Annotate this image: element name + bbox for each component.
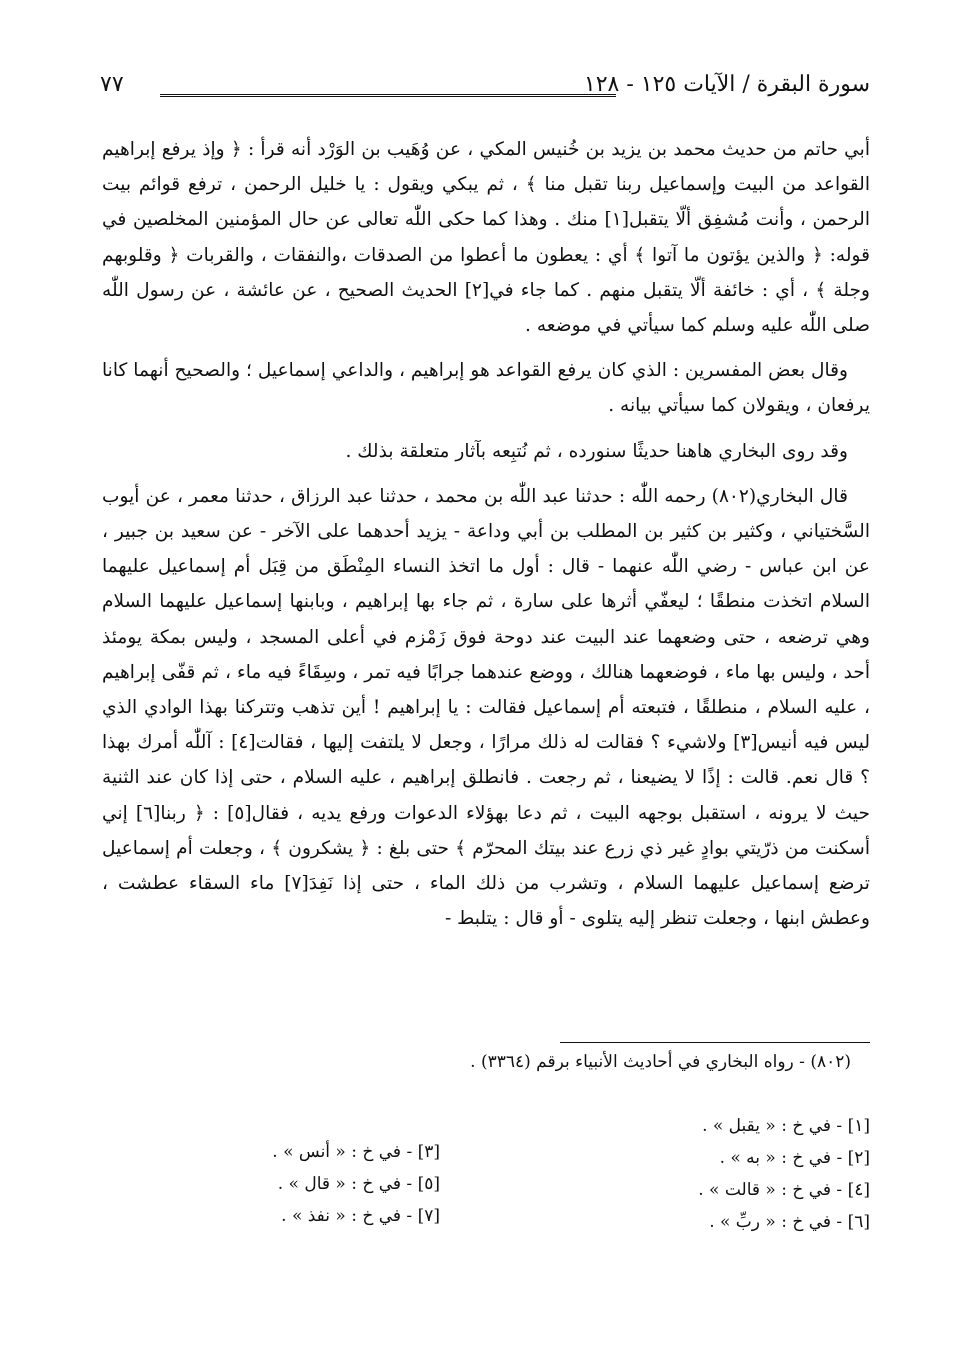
main-text <box>102 132 870 946</box>
page-header <box>100 72 870 112</box>
variant-notes <box>150 1110 870 1250</box>
variant-notes-right-column <box>698 1110 870 1238</box>
page-number: ٧٧ <box>100 72 124 97</box>
variant-note-7: [٧] - في خ : « نفذ » . <box>281 1206 440 1226</box>
running-title: سورة البقرة / الآيات ١٢٥ - ١٢٨ <box>583 72 870 97</box>
variant-note-3: [٣] - في خ : « أنس » . <box>272 1142 440 1162</box>
footnote-802: (٨٠٢) - رواه البخاري في أحاديث الأنبياء برقم (٣٣٦٤) . <box>470 1052 851 1072</box>
variant-note-5: [٥] - في خ : « قال » . <box>277 1174 440 1194</box>
variant-note-6: [٦] - في خ : « ربِّ » . <box>709 1212 870 1232</box>
variant-note-2: [٢] - في خ : « به » . <box>719 1148 870 1168</box>
paragraph-4: قال البخاري(٨٠٢) رحمه اللّٰه : حدثنا عبد اللّٰه بن محمد ، حدثنا عبد الرزاق ، حدثنا معمر ، عن أيوب السَّختياني ، وكثير بن كثير بن المطلب بن أبي وداعة - يزيد أحدهما على الآخر - عن سعيد بن جبير ، عن ابن عباس - رضي اللّٰه عنهما - قال : أول ما اتخذ النساء المِنْطَق من قِبَل أم إسماعيل عليهما السلام اتخذت منطقًا ؛ ليعفّي أثرها على سارة ، ثم جاء بها إبراهيم ، وبابنها إسماعيل عليهما السلام وهي ترضعه ، حتى وضعهما عند البيت عند دوحة فوق زَمْزم في أعلى المسجد ، وليس بمكة يومئذ أحد ، وليس بها ماء ، فوضعهما هنالك ، ووضع عندهما جرابًا فيه تمر ، وسِقَاءً فيه ماء ، ثم قفّى إبراهيم ، عليه السلام ، منطلقًا ، فتبعته أم إسماعيل فقالت : يا إبراهيم ! أين تذهب وتتركنا بهذا الوادي الذي ليس فيه أنيس[٣] ولاشيء ؟ فقالت له ذلك مرارًا ، وجعل لا يلتفت إليها ، فقالت[٤] : آللّٰه أمرك بهذا ؟ قال نعم. قالت : إذًا لا يضيعنا ، ثم رجعت . فانطلق إبراهيم ، عليه السلام ، حتى إذا كان عند الثنية حيث لا يرونه ، استقبل بوجهه البيت ، ثم دعا بهؤلاء الدعوات ورفع يديه ، فقال[٥] : ﴿ ربنا[٦] إني أسكنت من ذرّيتي بوادٍ غير ذي زرع عند بيتك المحرّم ﴾ حتى بلغ : ﴿ يشكرون ﴾ ، وجعلت أم إسماعيل ترضع إسماعيل عليهما السلام ، وتشرب من ذلك الماء ، حتى إذا نَفِدَ[٧] ماء السقاء عطشت ، وعطش ابنها ، وجعلت تنظر إليه يتلوى - أو قال : يتلبط - <box>102 485 871 930</box>
variant-note-4: [٤] - في خ : « قالت » . <box>698 1180 870 1200</box>
footnote-separator <box>560 1042 870 1043</box>
variant-note-1: [١] - في خ : « يقبل » . <box>702 1116 870 1136</box>
variant-notes-left-column <box>272 1110 440 1232</box>
paragraph-2: وقال بعض المفسرين : الذي كان يرفع القواعد هو إبراهيم ، والداعي إسماعيل ؛ والصحيح أنهما كانا يرفعان ، ويقولان كما سيأتي بيانه . <box>102 360 870 417</box>
paragraph-1: أبي حاتم من حديث محمد بن يزيد بن خُنيس المكي ، عن وُهَيب بن الوَرْد أنه قرأ : ﴿ وإذ يرفع إبراهيم القواعد من البيت وإسماعيل ربنا تقبل منا ﴾ ، ثم يبكي ويقول : يا خليل الرحمن ، ترفع قوائم بيت الرحمن ، وأنت مُشفِق ألّا يتقبل[١] منك . وهذا كما حكى اللّٰه تعالى عن حال المؤمنين المخلصين في قوله: ﴿ والذين يؤتون ما آتوا ﴾ أي : يعطون ما أعطوا من الصدقات ،والنفقات ، والقربات ﴿ وقلوبهم وجلة ﴾ ، أي : خائفة ألّا يتقبل منهم . كما جاء في[٢] الحديث الصحيح ، عن عائشة ، عن رسول اللّٰه صلى اللّٰه عليه وسلم كما سيأتي في موضعه . <box>102 139 870 337</box>
paragraph-3: وقد روى البخاري هاهنا حديثًا سنورده ، ثم نُتبِعه بآثار متعلقة بذلك . <box>345 440 848 462</box>
header-rule <box>160 94 616 97</box>
